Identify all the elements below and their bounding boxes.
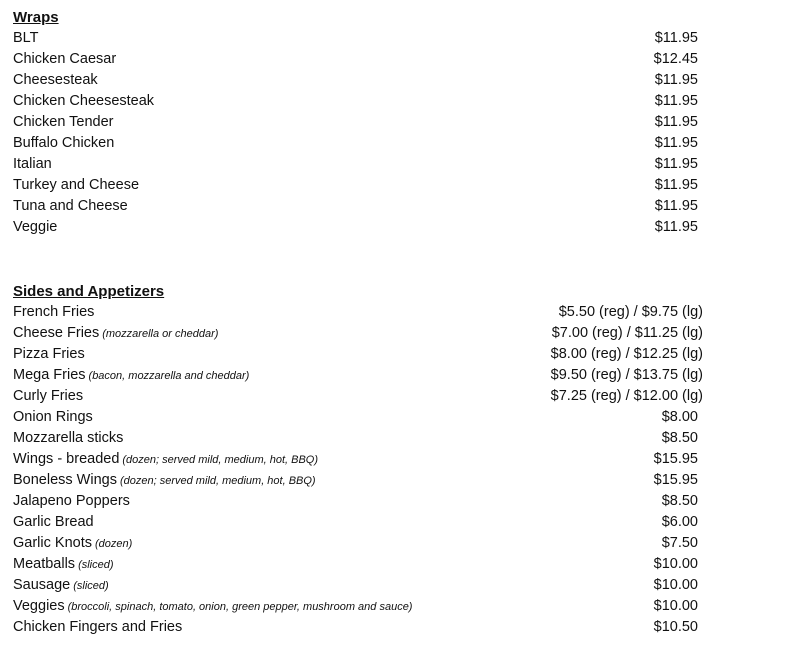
item-price: $11.95 [654, 219, 698, 235]
menu-row [13, 554, 713, 575]
item-note: (bacon, mozzarella and cheddar) [88, 370, 250, 382]
item-note: (dozen; served mild, medium, hot, BBQ) [122, 454, 319, 466]
item-price: $11.95 [654, 135, 698, 151]
menu-row [13, 196, 713, 217]
item-price: $10.50 [653, 619, 698, 635]
menu-row [13, 344, 713, 365]
item-name-wrapper [13, 386, 83, 407]
item-name: Chicken Fingers and Fries [13, 619, 183, 635]
item-name: Curly Fries [13, 388, 84, 404]
item-name-wrapper [13, 596, 412, 618]
item-price: $8.00 [661, 409, 698, 425]
item-note: (mozzarella or cheddar) [102, 328, 219, 340]
item-name: Mega Fries [13, 367, 86, 383]
item-name-wrapper [13, 302, 94, 323]
item-name-wrapper [13, 491, 130, 512]
menu-row [13, 154, 713, 175]
item-name: Chicken Cheesesteak [13, 93, 155, 109]
item-name-wrapper [13, 533, 132, 555]
item-price: $11.95 [654, 72, 698, 88]
menu-row [13, 112, 713, 133]
item-price: $11.95 [654, 156, 698, 172]
menu-row [13, 365, 713, 386]
menu-row [13, 596, 713, 617]
item-name: French Fries [13, 304, 95, 320]
item-name: Cheese Fries [13, 325, 100, 341]
item-price: $10.00 [653, 577, 698, 593]
item-name: Boneless Wings [13, 472, 117, 488]
menu-row [13, 323, 713, 344]
item-name-wrapper [13, 512, 94, 533]
item-price: $7.00 (reg) / $11.25 (lg) [551, 325, 703, 341]
item-price: $9.50 (reg) / $13.75 (lg) [550, 367, 703, 383]
item-name: Wings - breaded [13, 451, 120, 467]
menu-row [13, 533, 713, 554]
menu-row [13, 512, 713, 533]
menu-row [13, 386, 713, 407]
item-name-wrapper [13, 428, 123, 449]
item-name: Garlic Bread [13, 514, 94, 530]
menu-row [13, 617, 713, 638]
item-price: $7.25 (reg) / $12.00 (lg) [550, 388, 703, 404]
item-name: Cheesesteak [13, 72, 98, 88]
item-name-wrapper [13, 344, 85, 365]
item-name-wrapper [13, 554, 114, 576]
item-name: Jalapeno Poppers [13, 493, 130, 509]
item-name: Veggies [13, 598, 65, 614]
item-price: $11.95 [654, 114, 698, 130]
menu-row [13, 575, 713, 596]
item-name: Turkey and Cheese [13, 177, 140, 193]
item-price: $11.95 [654, 198, 698, 214]
item-note: (dozen) [94, 538, 133, 550]
item-price: $10.00 [653, 556, 698, 572]
item-price: $12.45 [653, 51, 698, 67]
item-name-wrapper [13, 407, 93, 428]
menu-row [13, 133, 713, 154]
item-name: Sausage [13, 577, 71, 593]
sides-section [13, 281, 713, 638]
item-name: Onion Rings [13, 409, 93, 425]
item-price: $7.50 [661, 535, 698, 551]
sides-title: Sides and Appetizers [13, 283, 165, 300]
menu-row [13, 175, 713, 196]
item-price: $11.95 [654, 30, 698, 46]
menu-row [13, 217, 713, 238]
item-name: BLT [13, 30, 39, 46]
item-name-wrapper [13, 365, 249, 387]
item-note: (broccoli, spinach, tomato, onion, green pepper, mushroom and sauce) [67, 601, 413, 613]
menu-row [13, 91, 713, 112]
item-name: Mozzarella sticks [13, 430, 124, 446]
item-name-wrapper [13, 323, 218, 345]
item-price: $10.00 [653, 598, 698, 614]
item-name-wrapper [13, 470, 316, 492]
item-note: (sliced) [78, 559, 114, 571]
menu-row [13, 70, 713, 91]
item-name: Veggie [13, 219, 58, 235]
item-price: $5.50 (reg) / $9.75 (lg) [558, 304, 703, 320]
item-price: $11.95 [654, 177, 698, 193]
item-name: Pizza Fries [13, 346, 85, 362]
item-price: $8.00 (reg) / $12.25 (lg) [550, 346, 703, 362]
menu-row [13, 449, 713, 470]
menu-row [13, 470, 713, 491]
item-price: $6.00 [661, 514, 698, 530]
menu-row [13, 302, 713, 323]
item-price: $11.95 [654, 93, 698, 109]
wraps-section [13, 7, 713, 238]
menu-row [13, 49, 713, 70]
item-price: $15.95 [653, 472, 698, 488]
item-name: Tuna and Cheese [13, 198, 128, 214]
item-name: Italian [13, 156, 52, 172]
wraps-title: Wraps [13, 9, 59, 26]
item-name: Chicken Caesar [13, 51, 117, 67]
item-note: (dozen; served mild, medium, hot, BBQ) [119, 475, 316, 487]
menu-row [13, 491, 713, 512]
item-price: $8.50 [661, 493, 698, 509]
item-name-wrapper [13, 617, 182, 638]
item-price: $15.95 [653, 451, 698, 467]
item-name: Chicken Tender [13, 114, 114, 130]
item-name-wrapper [13, 575, 109, 597]
item-name: Buffalo Chicken [13, 135, 115, 151]
menu-row [13, 428, 713, 449]
item-name: Meatballs [13, 556, 76, 572]
item-note: (sliced) [73, 580, 109, 592]
menu-row [13, 407, 713, 428]
item-name-wrapper [13, 449, 318, 471]
item-name: Garlic Knots [13, 535, 92, 551]
menu-row [13, 28, 713, 49]
item-price: $8.50 [661, 430, 698, 446]
